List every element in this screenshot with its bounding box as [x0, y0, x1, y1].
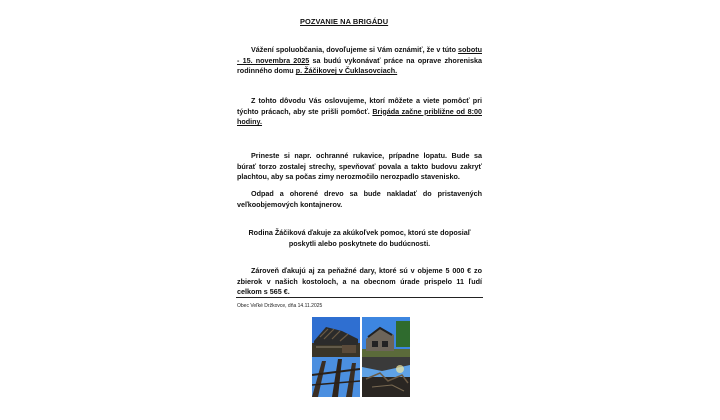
- appeal-text: Z tohto dôvodu Vás oslovujeme, ktorí môžete a viete pomôcť pri týchto prácach, aby ste prišli pomôcť.: [237, 96, 482, 116]
- divider-line: [236, 297, 483, 298]
- equipment-text: Prineste si napr. ochranné rukavice, prípadne lopatu. Bude sa búrať torzo zostalej strechy, spevňovať povala a takto budovu zakryť plachtou, aby sa počas zimy nerozmočilo nerozpadlo stavenisko.: [237, 151, 482, 182]
- paragraph-thanks: [237, 228, 482, 249]
- work-date: sobotu - 15. novembra 2025: [237, 45, 482, 65]
- announcement-text-a: Vážení spoluobčania, dovoľujeme si Vám oznámiť, že v túto: [251, 45, 459, 54]
- burned-rafters-photo: [312, 357, 360, 397]
- thanks-text: Rodina Žáčiková ďakuje za akúkoľvek pomoc, ktorú ste doposiaľ poskytli alebo poskytnete do budúcnosti.: [248, 228, 471, 248]
- start-time: Brigáda začne približne od 8:00 hodiny.: [237, 106, 482, 127]
- waste-text: Odpad a ohorené drevo sa bude nakladať do pristavených veľkoobjemových kontajnerov.: [237, 189, 482, 209]
- paragraph-appeal: [237, 96, 482, 128]
- paragraph-donations: [237, 266, 482, 298]
- paragraph-waste: [237, 189, 482, 210]
- paragraph-equipment: [237, 151, 482, 183]
- donations-text: Zároveň ďakujú aj za peňažné dary, ktoré sú v objeme 5 000 € zo zbierok v našich kostoloch, a na obecnom úrade prispelo 11 ľudí celkom s 565 €.: [237, 266, 482, 297]
- charred-interior-photo: [362, 357, 410, 397]
- announcement-text-b: sa budú vykonávať práce na oprave zhoreniska rodinného domu: [237, 55, 482, 76]
- burned-roof-photo: [312, 317, 360, 357]
- family-name: p. Žáčikovej v Čuklasovciach.: [295, 66, 398, 76]
- paragraph-announcement: [237, 45, 482, 77]
- burned-house-photo: [362, 317, 410, 357]
- document-title: POZVANIE NA BRIGÁDU: [300, 17, 389, 26]
- signature-line: Obec Veľké Držkovce, dňa 14.11.2025: [237, 303, 323, 309]
